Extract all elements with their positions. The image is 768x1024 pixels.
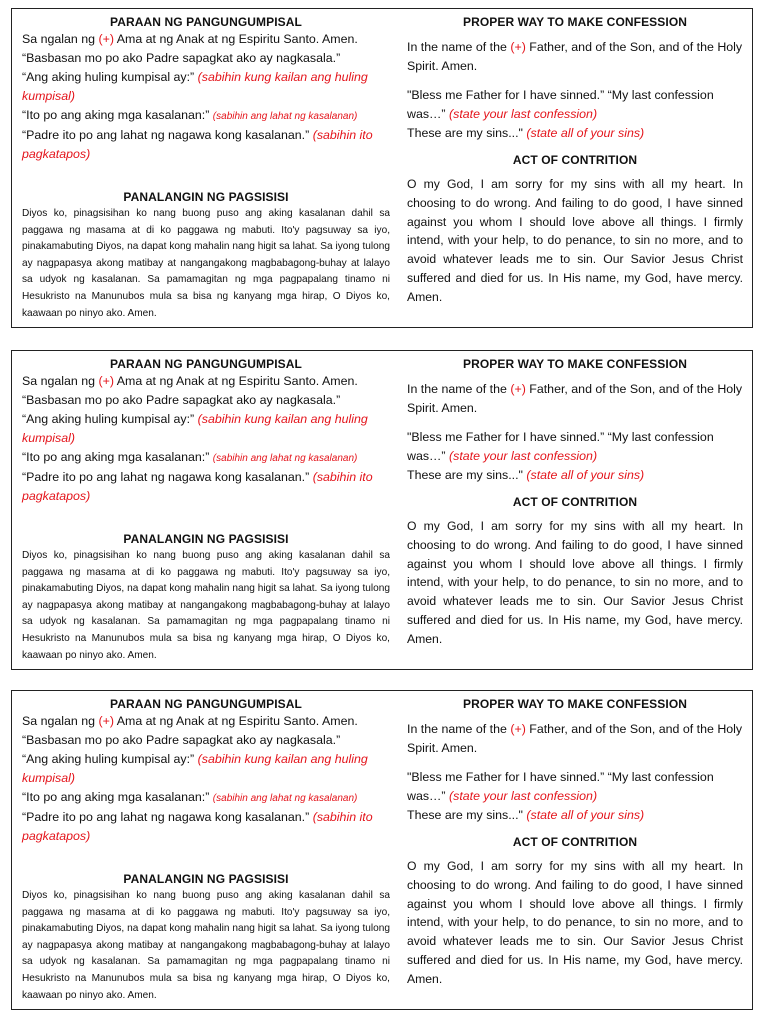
cross-sign: (+) <box>510 40 526 54</box>
filipino-line-3: “Ang aking huling kumpisal ay:” (sabihin kung kailan ang huling kumpisal) <box>22 412 368 445</box>
filipino-prayer-title: PANALANGIN NG PAGSISISI <box>123 872 289 886</box>
instruction-note: (sabihin ito pagkatapos) <box>22 470 373 503</box>
english-prayer-text: O my God, I am sorry for my sins with all my heart. In choosing to do wrong. And failing to do good, I have sinned against you whom I should love above all things. I firmly intend, with your help, to do penance, to sin no more, and to avoid whatever leads me to sin. Our Savior Jesus Christ suffered and died for us. In His name, my God, have mercy. Amen. <box>407 519 743 646</box>
filipino-title: PARAAN NG PANGUNGUMPISAL <box>110 357 302 371</box>
filipino-line-4: “Ito po ang aking mga kasalanan:” (sabihin ang lahat ng kasalanan) <box>22 108 358 122</box>
instruction-note: (sabihin ang lahat ng kasalanan) <box>212 793 358 804</box>
english-prayer-title: ACT OF CONTRITION <box>512 153 638 167</box>
filipino-column <box>22 15 390 322</box>
instruction-note: (sabihin ito pagkatapos) <box>22 128 373 161</box>
english-column <box>407 15 743 307</box>
filipino-line-3: “Ang aking huling kumpisal ay:” (sabihin kung kailan ang huling kumpisal) <box>22 752 368 785</box>
instruction-note: (sabihin kung kailan ang huling kumpisal) <box>22 70 368 103</box>
english-title: PROPER WAY TO MAKE CONFESSION <box>462 697 688 711</box>
filipino-column <box>22 357 390 664</box>
instruction-note: (sabihin kung kailan ang huling kumpisal) <box>22 412 368 445</box>
filipino-line-2: “Basbasan mo po ako Padre sapagkat ako ay nagkasala.” <box>22 393 341 407</box>
filipino-line-1: Sa ngalan ng (+) Ama at ng Anak at ng Espiritu Santo. Amen. <box>22 374 358 388</box>
filipino-line-3: “Ang aking huling kumpisal ay:” (sabihin kung kailan ang huling kumpisal) <box>22 70 368 103</box>
cross-sign: (+) <box>98 32 114 46</box>
english-line-2: "Bless me Father for I have sinned.” “My last confession was…” (state your last confession) <box>407 770 714 803</box>
filipino-line-2: “Basbasan mo po ako Padre sapagkat ako ay nagkasala.” <box>22 51 341 65</box>
confession-card <box>11 350 753 670</box>
english-line-1: In the name of the (+) Father, and of the Son, and of the Holy Spirit. Amen. <box>407 722 743 755</box>
filipino-title: PARAAN NG PANGUNGUMPISAL <box>110 15 302 29</box>
english-column <box>407 697 743 989</box>
instruction-note: (state your last confession) <box>449 107 598 121</box>
instruction-note: (state all of your sins) <box>526 808 645 822</box>
instruction-note: (state your last confession) <box>449 789 598 803</box>
cross-sign: (+) <box>98 714 114 728</box>
english-line-1: In the name of the (+) Father, and of the Son, and of the Holy Spirit. Amen. <box>407 382 743 415</box>
instruction-note: (state all of your sins) <box>526 468 645 482</box>
filipino-prayer-title: PANALANGIN NG PAGSISISI <box>123 532 289 546</box>
filipino-prayer-text: Diyos ko, pinagsisihan ko nang buong puso ang aking kasalanan dahil sa paggawa ng masama at di ko paggawa ng mabuti. Ito'y pagsuway sa iyo, pinakamabuting Diyos, na dapat kong mahalin nang higit sa lahat. Sa iyong tulong ay nagpapasya akong matibay at nangangakong magbabagong-buhay at lalayo sa udyok ng kasalanan. Sa pamamagitan ng mga pagpapalang tinamo ni Hesukristo na Manunubos mula sa bisa ng kanyang mga hirap, O Diyos ko, kaawaan po ninyo ako. Amen. <box>22 208 390 319</box>
english-prayer-text: O my God, I am sorry for my sins with all my heart. In choosing to do wrong. And failing to do good, I have sinned against you whom I should love above all things. I firmly intend, with your help, to do penance, to sin no more, and to avoid whatever leads me to sin. Our Savior Jesus Christ suffered and died for us. In His name, my God, have mercy. Amen. <box>407 177 743 304</box>
filipino-column <box>22 697 390 1004</box>
cross-sign: (+) <box>510 382 526 396</box>
cross-sign: (+) <box>98 374 114 388</box>
english-prayer-text: O my God, I am sorry for my sins with all my heart. In choosing to do wrong. And failing to do good, I have sinned against you whom I should love above all things. I firmly intend, with your help, to do penance, to sin no more, and to avoid whatever leads me to sin. Our Savior Jesus Christ suffered and died for us. In His name, my God, have mercy. Amen. <box>407 859 743 986</box>
english-prayer-title: ACT OF CONTRITION <box>512 835 638 849</box>
english-line-3: These are my sins..." (state all of your sins) <box>407 808 645 822</box>
english-line-2: "Bless me Father for I have sinned.” “My last confession was…” (state your last confession) <box>407 88 714 121</box>
filipino-title: PARAAN NG PANGUNGUMPISAL <box>110 697 302 711</box>
english-title: PROPER WAY TO MAKE CONFESSION <box>462 357 688 371</box>
instruction-note: (sabihin ito pagkatapos) <box>22 810 373 843</box>
english-prayer-title: ACT OF CONTRITION <box>512 495 638 509</box>
english-line-3: These are my sins..." (state all of your sins) <box>407 126 645 140</box>
english-title: PROPER WAY TO MAKE CONFESSION <box>462 15 688 29</box>
instruction-note: (sabihin ang lahat ng kasalanan) <box>212 111 358 122</box>
cross-sign: (+) <box>510 722 526 736</box>
filipino-prayer-title: PANALANGIN NG PAGSISISI <box>123 190 289 204</box>
filipino-line-5: “Padre ito po ang lahat ng nagawa kong kasalanan.” (sabihin ito pagkatapos) <box>22 128 373 161</box>
filipino-prayer-text: Diyos ko, pinagsisihan ko nang buong puso ang aking kasalanan dahil sa paggawa ng masama at di ko paggawa ng mabuti. Ito'y pagsuway sa iyo, pinakamabuting Diyos, na dapat kong mahalin nang higit sa lahat. Sa iyong tulong ay nagpapasya akong matibay at nangangakong magbabagong-buhay at lalayo sa udyok ng kasalanan. Sa pamamagitan ng mga pagpapalang tinamo ni Hesukristo na Manunubos mula sa bisa ng kanyang mga hirap, O Diyos ko, kaawaan po ninyo ako. Amen. <box>22 550 390 661</box>
filipino-line-1: Sa ngalan ng (+) Ama at ng Anak at ng Espiritu Santo. Amen. <box>22 714 358 728</box>
filipino-line-5: “Padre ito po ang lahat ng nagawa kong kasalanan.” (sabihin ito pagkatapos) <box>22 810 373 843</box>
english-column <box>407 357 743 649</box>
instruction-note: (sabihin kung kailan ang huling kumpisal) <box>22 752 368 785</box>
confession-card <box>11 690 753 1010</box>
confession-card <box>11 8 753 328</box>
instruction-note: (state your last confession) <box>449 449 598 463</box>
english-line-1: In the name of the (+) Father, and of the Son, and of the Holy Spirit. Amen. <box>407 40 743 73</box>
filipino-line-4: “Ito po ang aking mga kasalanan:” (sabihin ang lahat ng kasalanan) <box>22 790 358 804</box>
filipino-line-5: “Padre ito po ang lahat ng nagawa kong kasalanan.” (sabihin ito pagkatapos) <box>22 470 373 503</box>
filipino-line-2: “Basbasan mo po ako Padre sapagkat ako ay nagkasala.” <box>22 733 341 747</box>
filipino-line-1: Sa ngalan ng (+) Ama at ng Anak at ng Espiritu Santo. Amen. <box>22 32 358 46</box>
filipino-prayer-text: Diyos ko, pinagsisihan ko nang buong puso ang aking kasalanan dahil sa paggawa ng masama at di ko paggawa ng mabuti. Ito'y pagsuway sa iyo, pinakamabuting Diyos, na dapat kong mahalin nang higit sa lahat. Sa iyong tulong ay nagpapasya akong matibay at nangangakong magbabagong-buhay at lalayo sa udyok ng kasalanan. Sa pamamagitan ng mga pagpapalang tinamo ni Hesukristo na Manunubos mula sa bisa ng kanyang mga hirap, O Diyos ko, kaawaan po ninyo ako. Amen. <box>22 890 390 1001</box>
english-line-2: "Bless me Father for I have sinned.” “My last confession was…” (state your last confession) <box>407 430 714 463</box>
instruction-note: (state all of your sins) <box>526 126 645 140</box>
instruction-note: (sabihin ang lahat ng kasalanan) <box>212 453 358 464</box>
filipino-line-4: “Ito po ang aking mga kasalanan:” (sabihin ang lahat ng kasalanan) <box>22 450 358 464</box>
english-line-3: These are my sins..." (state all of your sins) <box>407 468 645 482</box>
